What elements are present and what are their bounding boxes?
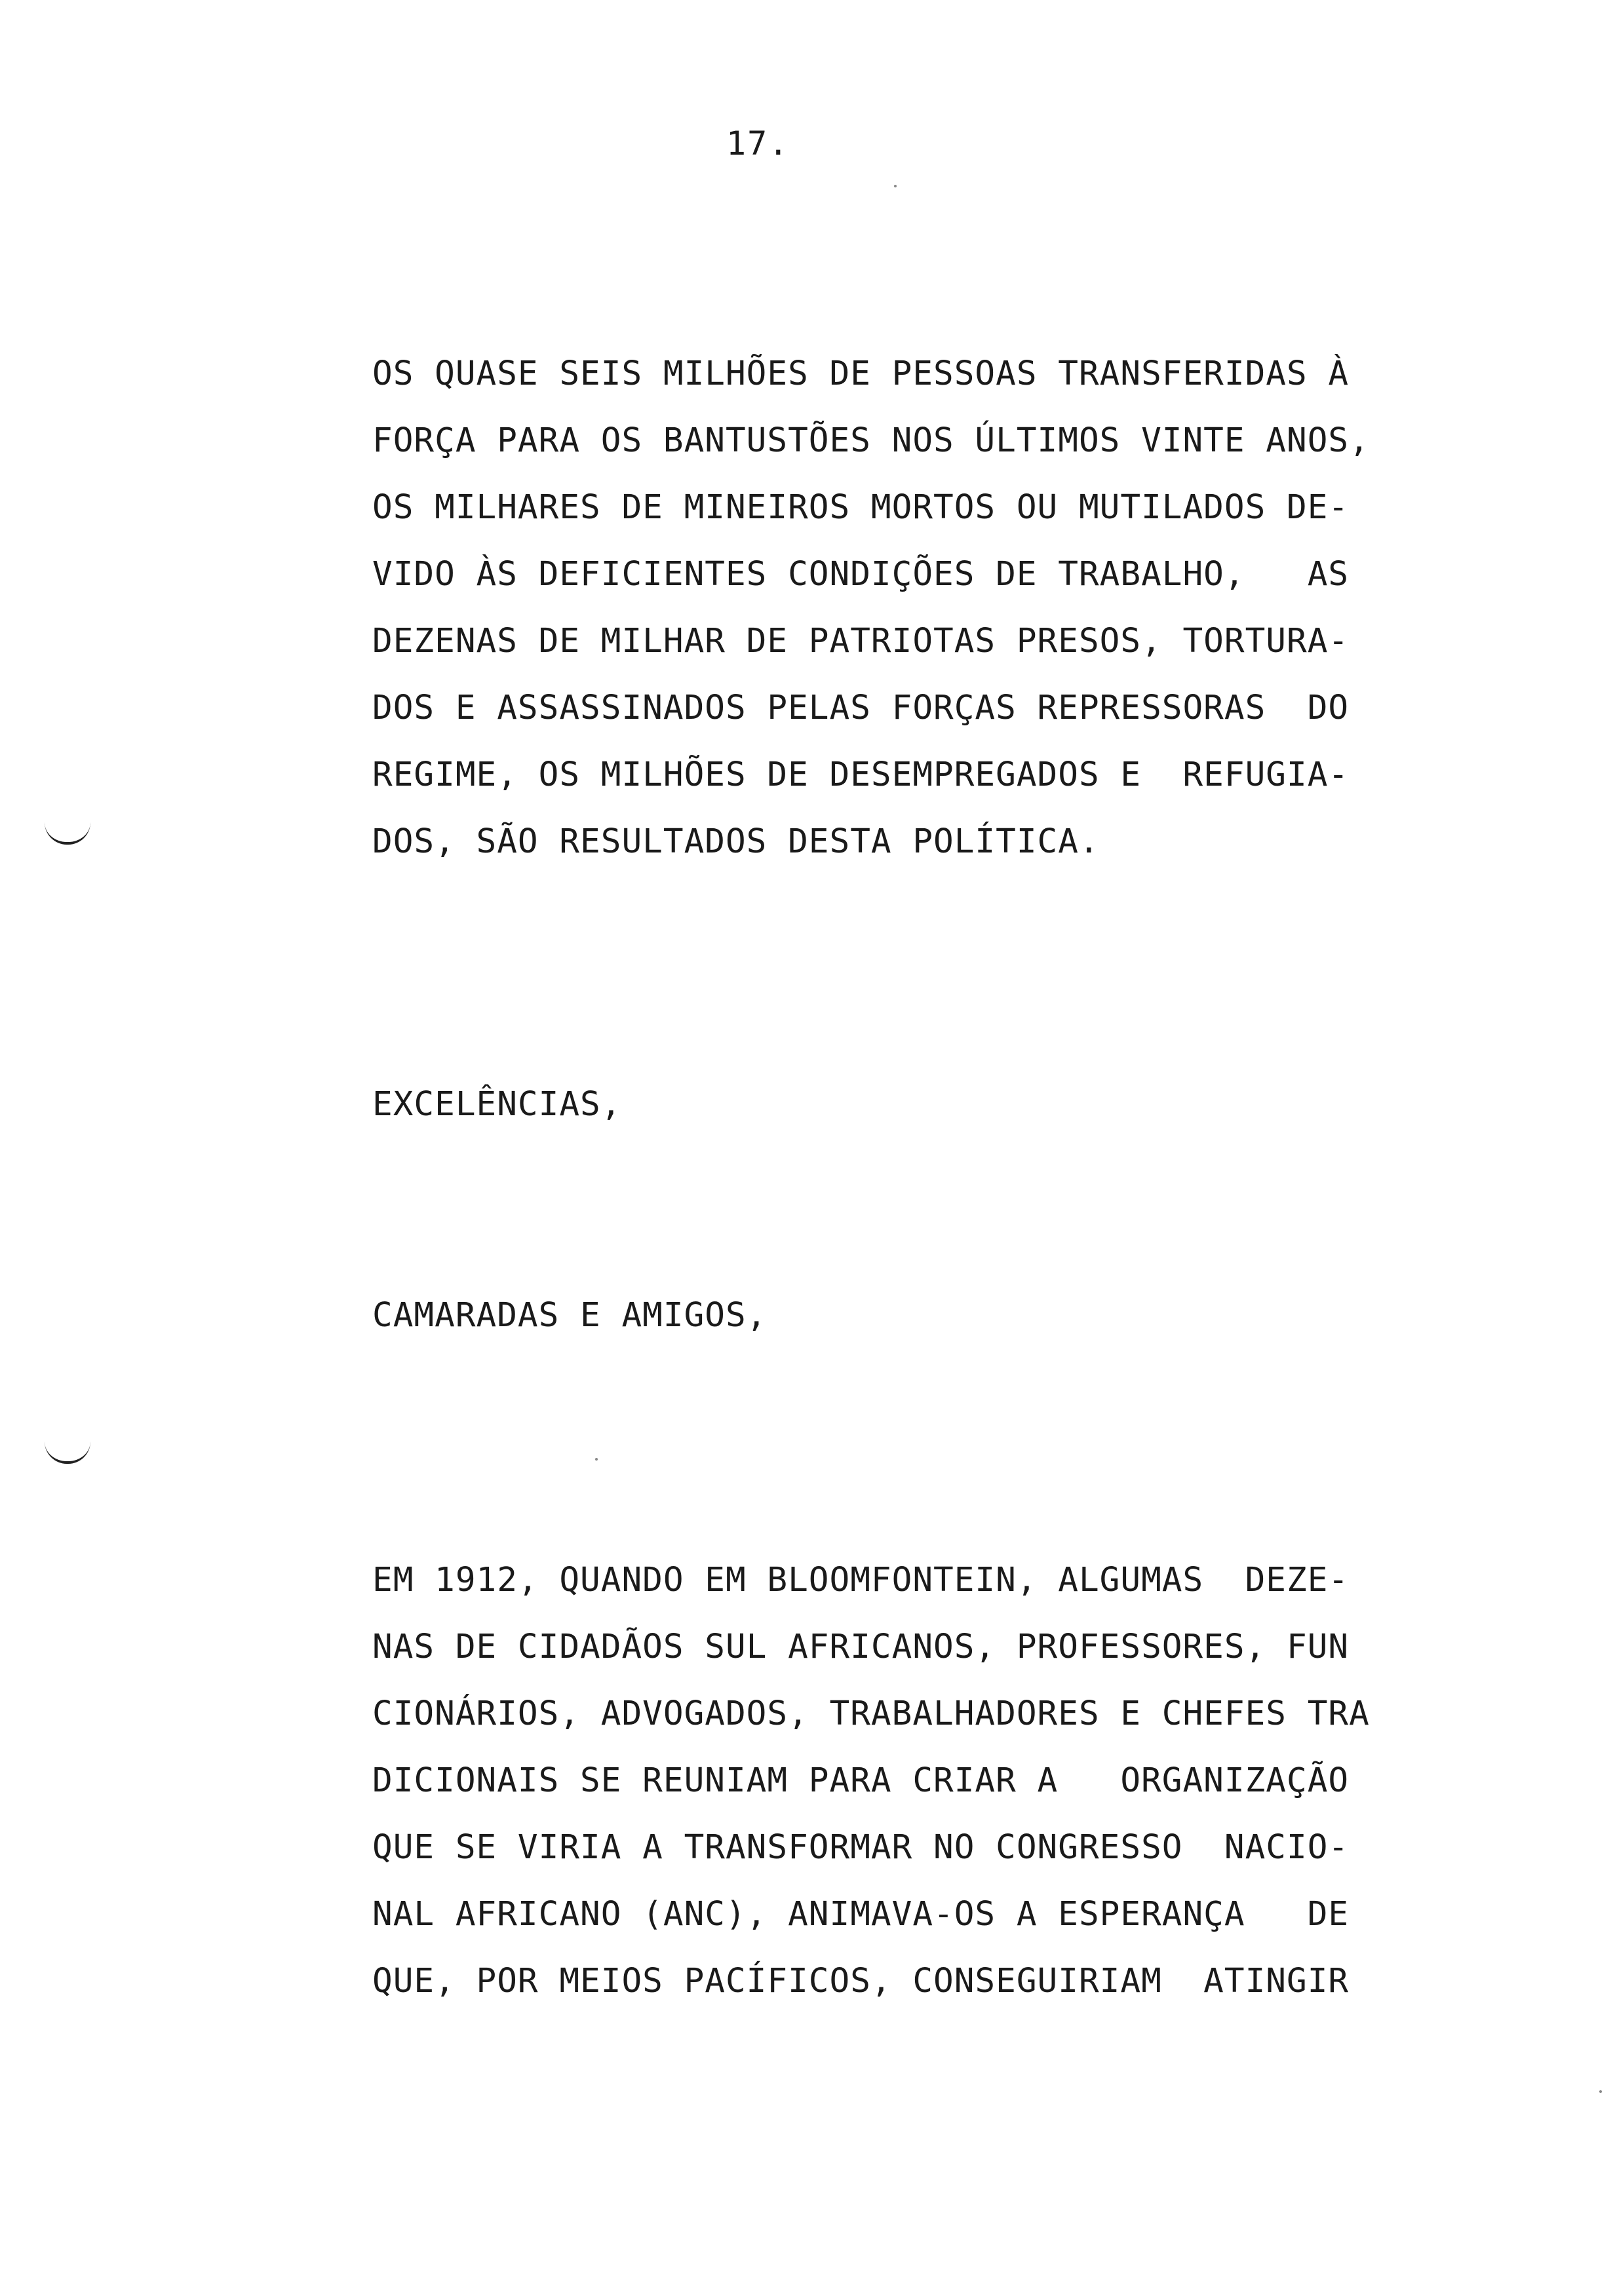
text-line: DICIONAIS SE REUNIAM PARA CRIAR A ORGANIZAÇÃO (372, 1761, 1350, 1800)
salutation-comrades: CAMARADAS E AMIGOS, (372, 1296, 768, 1335)
binder-mark (45, 822, 90, 845)
text-line: VIDO ÀS DEFICIENTES CONDIÇÕES DE TRABALHO, AS (372, 555, 1350, 594)
text-line: EM 1912, QUANDO EM BLOOMFONTEIN, ALGUMAS DEZE- (372, 1561, 1350, 1599)
binder-mark (45, 1442, 90, 1464)
text-line: QUE, POR MEIOS PACÍFICOS, CONSEGUIRIAM ATINGIR (372, 1962, 1350, 2000)
scan-speck (595, 1458, 598, 1461)
text-line: DOS E ASSASSINADOS PELAS FORÇAS REPRESSORAS DO (372, 689, 1350, 727)
text-line: QUE SE VIRIA A TRANSFORMAR NO CONGRESSO NACIO- (372, 1828, 1350, 1867)
text-line: FORÇA PARA OS BANTUSTÕES NOS ÚLTIMOS VINTE ANOS, (372, 421, 1370, 460)
text-line: OS QUASE SEIS MILHÕES DE PESSOAS TRANSFERIDAS À (372, 354, 1350, 393)
text-line: NAS DE CIDADÃOS SUL AFRICANOS, PROFESSORES, FUN (372, 1628, 1350, 1666)
text-line: NAL AFRICANO (ANC), ANIMAVA-OS A ESPERANÇA DE (372, 1895, 1350, 1934)
salutation-excellencies: EXCELÊNCIAS, (372, 1085, 622, 1124)
text-line: DOS, SÃO RESULTADOS DESTA POLÍTICA. (372, 822, 1100, 861)
page-number: 17. (726, 124, 790, 163)
text-line: DEZENAS DE MILHAR DE PATRIOTAS PRESOS, TORTURA- (372, 622, 1350, 660)
text-line: CIONÁRIOS, ADVOGADOS, TRABALHADORES E CHEFES TRA (372, 1694, 1370, 1733)
scan-speck (1599, 2090, 1602, 2093)
scan-speck (894, 185, 897, 187)
text-line: OS MILHARES DE MINEIROS MORTOS OU MUTILADOS DE- (372, 488, 1350, 527)
text-line: REGIME, OS MILHÕES DE DESEMPREGADOS E REFUGIA- (372, 756, 1350, 794)
